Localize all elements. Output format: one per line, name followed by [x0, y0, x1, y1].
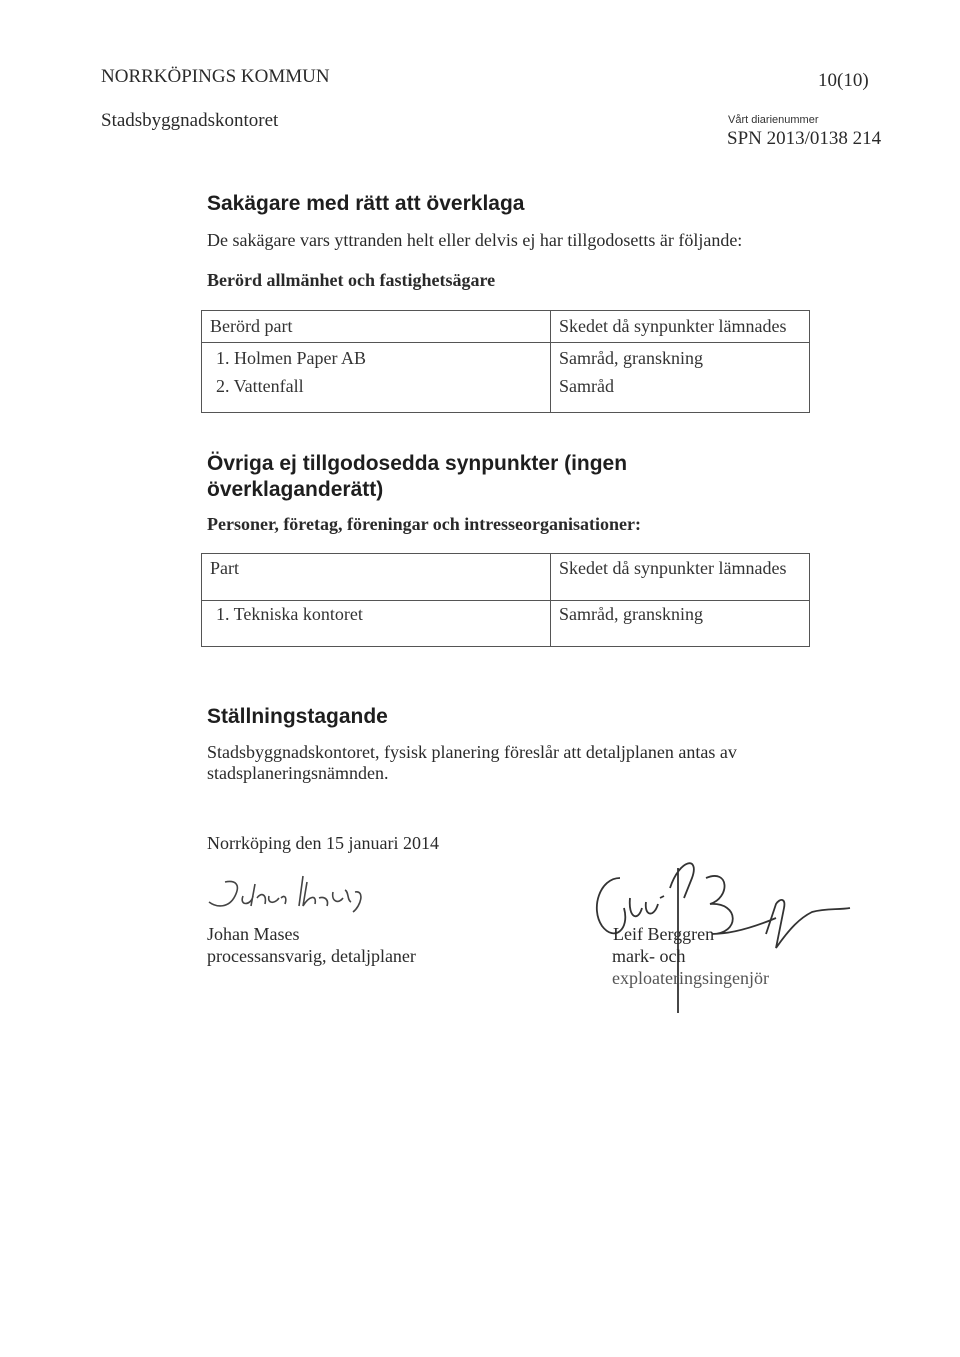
section-title-stallningstagande: Ställningstagande — [207, 705, 388, 728]
table-header-cell: Skedet då synpunkter lämnades — [551, 554, 810, 601]
signature-johan-mases — [195, 862, 385, 922]
table-cell: Samråd — [551, 374, 810, 413]
table-header-row — [202, 311, 810, 343]
section-intro: De sakägare vars yttranden helt eller delvis ej har tillgodosetts är följande: — [207, 230, 743, 250]
place-date: Norrköping den 15 januari 2014 — [207, 833, 439, 853]
table-cell: Samråd, granskning — [551, 601, 810, 647]
table-row — [202, 343, 810, 375]
section-subtitle: Personer, företag, föreningar och intresseorganisationer: — [207, 514, 641, 534]
table-row — [202, 374, 810, 413]
paragraph-line: stadsplaneringsnämnden. — [207, 763, 389, 783]
table-header-cell: Part — [202, 554, 551, 601]
signer-name: Johan Mases — [207, 924, 300, 944]
section-title-sakagare: Sakägare med rätt att överklaga — [207, 192, 525, 215]
diarie-label: Vårt diarienummer — [728, 114, 819, 126]
table-cell: 1. Holmen Paper AB — [216, 348, 366, 368]
table-header-row — [202, 554, 810, 601]
paragraph-line: Stadsbyggnadskontoret, fysisk planering föreslår att detaljplanen antas av — [207, 742, 737, 762]
table-cell: Samråd, granskning — [551, 343, 810, 375]
table-cell: 1. Tekniska kontoret — [216, 604, 363, 624]
signer-title-line1: mark- och — [612, 946, 686, 966]
table-header-cell: Skedet då synpunkter lämnades — [551, 311, 810, 343]
page-number: 10(10) — [818, 70, 869, 91]
section-subtitle: Berörd allmänhet och fastighetsägare — [207, 270, 496, 290]
sakagare-table — [201, 310, 810, 413]
office-name: Stadsbyggnadskontoret — [101, 110, 279, 131]
diarie-number: SPN 2013/0138 214 — [727, 128, 882, 149]
section-title-ovriga-2: överklaganderätt) — [207, 478, 384, 501]
ovriga-table — [201, 553, 810, 647]
signer-title-line2: exploateringsingenjör — [612, 968, 769, 988]
signer-title: processansvarig, detaljplaner — [207, 946, 416, 966]
table-header-cell: Berörd part — [202, 311, 551, 343]
table-cell: 2. Vattenfall — [216, 376, 304, 396]
signer-name: Leif Berggren — [613, 924, 715, 944]
section-title-ovriga-1: Övriga ej tillgodosedda synpunkter (ingen — [207, 452, 628, 475]
table-row — [202, 601, 810, 647]
municipality-name: NORRKÖPINGS KOMMUN — [101, 66, 330, 87]
